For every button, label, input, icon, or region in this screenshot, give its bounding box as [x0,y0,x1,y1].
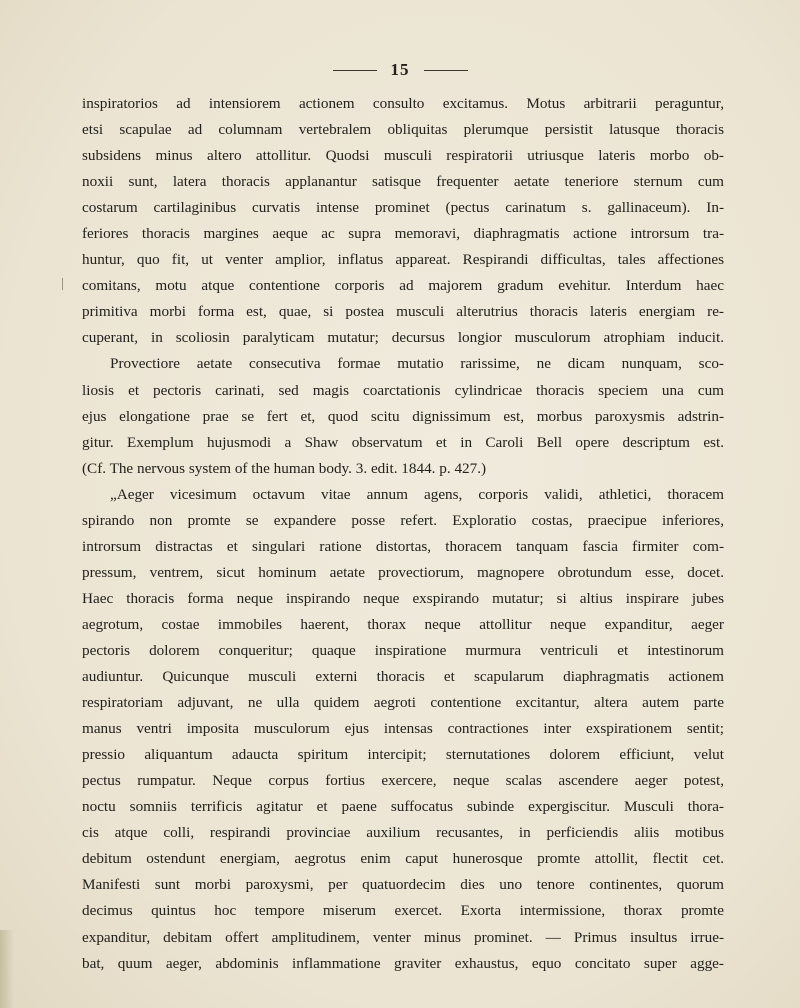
text-line: audiuntur. Quicunque musculi externi thoracis et scapularum diaphragmatis actionem [82,668,724,686]
text-line: pectus rumpatur. Neque corpus fortius exercere, neque scalas ascendere aeger potest, [82,772,724,790]
text-line: cuperant, in scoliosin paralyticam mutatur; decursus longior musculorum atrophiam inducit. [82,329,724,347]
text-line: spirando non promte se expandere posse refert. Exploratio costas, praecipue inferiores, [82,511,724,529]
text-line: noxii sunt, latera thoracis applanantur satisque frequenter aetate teneriore sternum cum [82,173,724,191]
text-line: huntur, quo fit, ut venter amplior, inflatus appareat. Respirandi difficultas, tales affectiones [82,251,724,269]
text-line: liosis et pectoris carinati, sed magis coarctationis cylindricae thoracis speciem una cum [82,381,724,399]
text-line: primitiva morbi forma est, quae, si postea musculi alterutrius thoracis lateris energiam re- [82,303,724,321]
text-line: ejus elongatione prae se fert et, quod scitu dignissimum est, morbus paroxysmis adstrin- [82,407,724,425]
text-line: Haec thoracis forma neque inspirando neque exspirando mutatur; si altius inspirare jubes [82,589,724,607]
text-line: aegrotum, costae immobiles haerent, thorax neque attollitur neque expanditur, aeger [82,615,724,633]
text-line: comitans, motu atque contentione corporis ad majorem gradum evehitur. Interdum haec [82,277,724,295]
page-header [0,60,800,88]
text-line: introrsum distractas et singulari ratione distortas, thoracem tanquam fascia firmiter com- [82,537,724,555]
header-rule-right [424,70,468,71]
text-line: costarum cartilaginibus curvatis intense prominet (pectus carinatum s. gallinaceum). In- [82,199,724,217]
text-line: etsi scapulae ad columnam vertebralem obliquitas plerumque persistit latusque thoracis [82,121,724,139]
header-rule-left [333,70,377,71]
text-line: feriores thoracis margines aeque ac supra memoravi, diaphragmatis actione introrsum tra- [82,225,724,243]
text-line: subsidens minus altero attollitur. Quodsi musculi respiratorii utriusque lateris morbo ob- [82,147,724,165]
text-line: cis atque colli, respirandi provinciae auxilium recusantes, in perficiendis aliis motibus [82,824,724,842]
text-line: manus ventri imposita musculorum ejus intensas contractiones inter exspirationem sentit; [82,720,724,738]
page-number: 15 [390,60,410,79]
text-line: pectoris dolorem conqueritur; quaque inspiratione murmura ventriculi et intestinorum [82,641,724,659]
text-line: pressum, ventrem, sicut hominum aetate provectiorum, magnopere obrotundum esse, docet. [82,563,724,581]
margin-mark [62,278,63,290]
text-line: „Aeger vicesimum octavum vitae annum agens, corporis validi, athletici, thoracem [110,485,724,503]
text-line: bat, quum aeger, abdominis inflammatione graviter exhaustus, equo concitato super agge- [82,954,724,972]
text-line: gitur. Exemplum hujusmodi a Shaw observatum et in Caroli Bell opere descriptum est. [82,433,724,451]
text-line: pressio aliquantum adaucta spiritum intercipit; sternutationes dolorem efficiunt, velut [82,746,724,764]
text-line: Provectiore aetate consecutiva formae mutatio rarissime, ne dicam nunquam, sco- [110,355,724,373]
text-line: decimus quintus hoc tempore miserum exercet. Exorta intermissione, thorax promte [82,902,724,920]
text-line: (Cf. The nervous system of the human body. 3. edit. 1844. p. 427.) [82,459,487,477]
text-line: debitum ostendunt energiam, aegrotus enim caput hunerosque promte attollit, flectit cet. [82,850,724,868]
text-line: respiratoriam adjuvant, ne ulla quidem aegroti contentione excitantur, altera autem parte [82,694,724,712]
text-line: Manifesti sunt morbi paroxysmi, per quatuordecim dies uno tenore continentes, quorum [82,876,724,894]
text-line: expanditur, debitam offert amplitudinem, venter minus prominet. — Primus insultus irrue- [82,928,724,946]
text-line: noctu somniis terrificis agitatur et paene suffocatus subinde expergiscitur. Musculi thora- [82,798,724,816]
body-text [82,91,724,977]
page-edge-stain [0,930,14,1008]
text-line: inspiratorios ad intensiorem actionem consulto excitamus. Motus arbitrarii peraguntur, [82,95,724,112]
